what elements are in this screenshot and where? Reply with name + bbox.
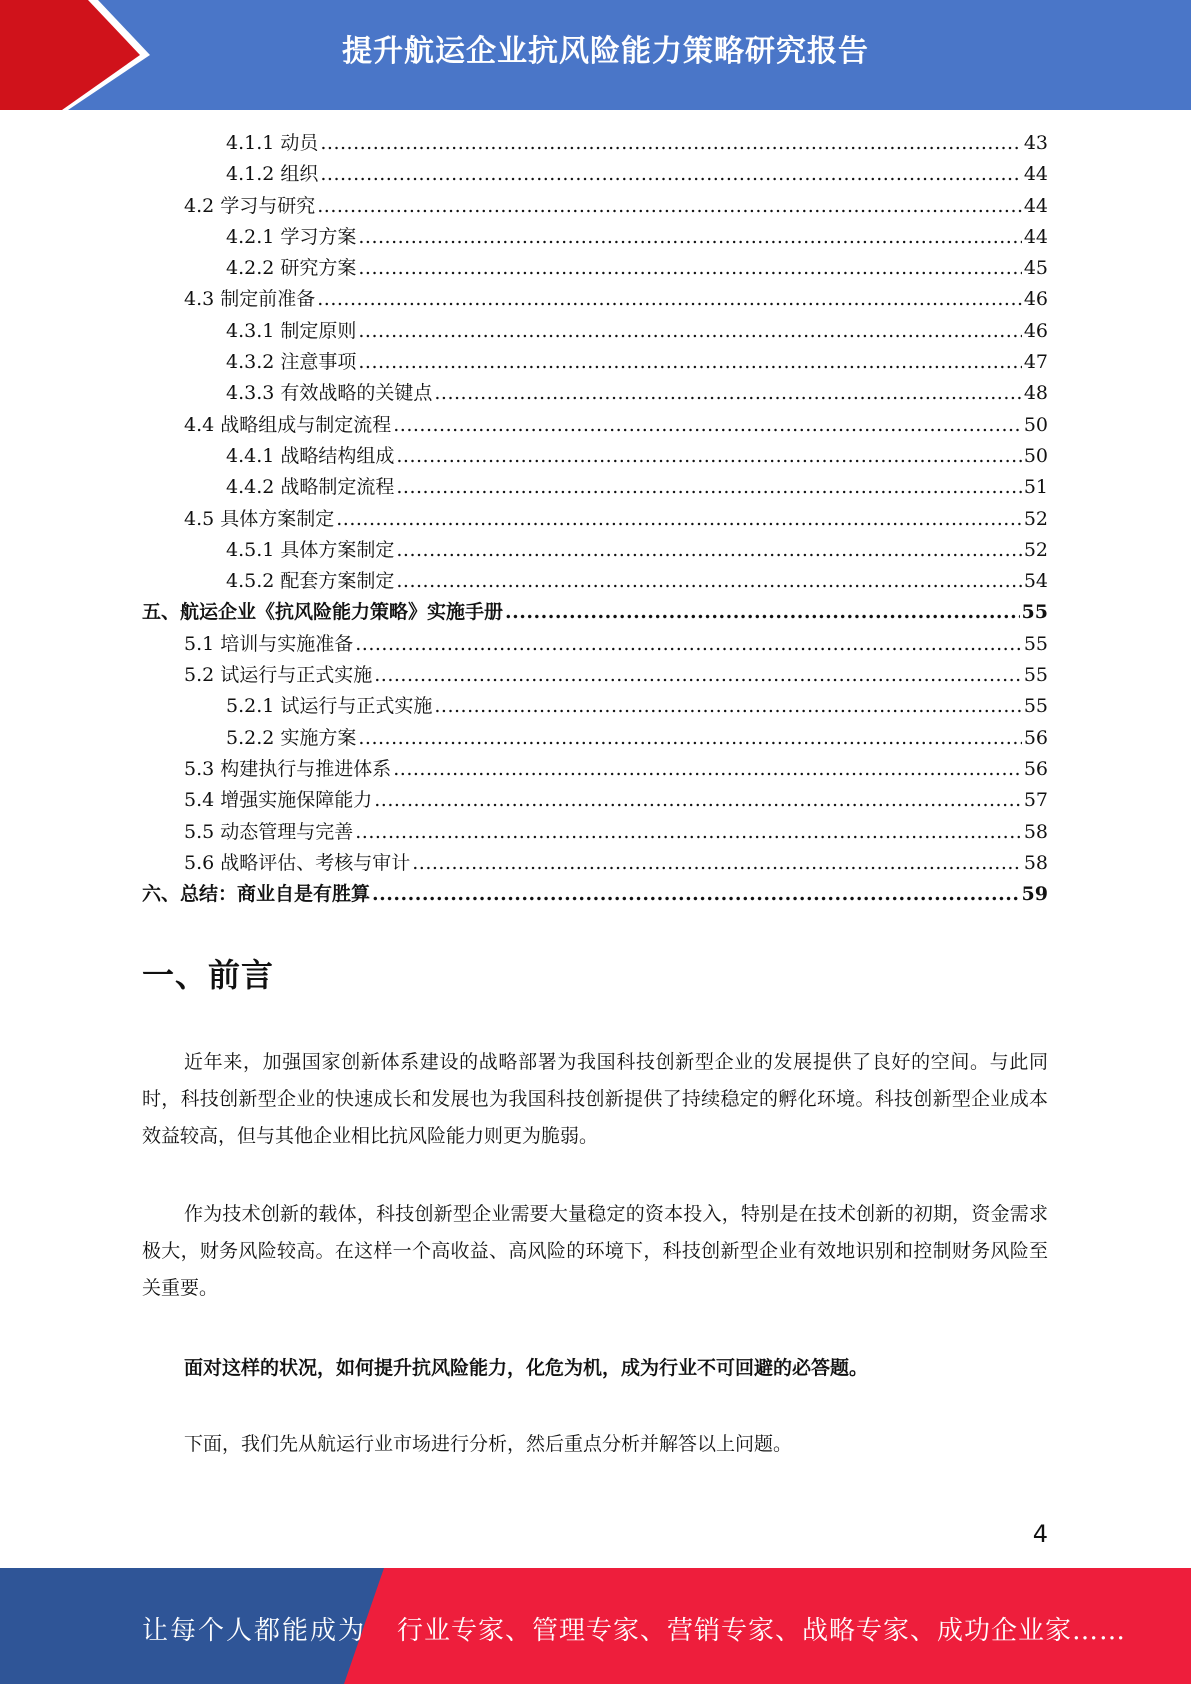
toc-leader-dots	[358, 222, 1021, 253]
toc-entry[interactable]	[142, 191, 1048, 222]
toc-entry[interactable]	[142, 817, 1048, 848]
toc-entry-label: 5.1 培训与实施准备	[184, 632, 354, 655]
section-heading: 一、前言	[142, 956, 275, 994]
toc-leader-dots	[317, 284, 1022, 315]
header-title: 提升航运企业抗风险能力策略研究报告	[342, 34, 869, 69]
toc-entry-page: 57	[1023, 789, 1048, 812]
toc-entry[interactable]	[142, 222, 1048, 253]
toc-entry-label: 4.4.1 战略结构组成	[226, 444, 395, 467]
toc-leader-dots	[412, 848, 1022, 879]
toc-entry-label: 5.2.1 试运行与正式实施	[226, 695, 433, 718]
toc-leader-dots	[336, 504, 1022, 535]
toc-entry[interactable]	[142, 597, 1048, 628]
toc-entry-page: 44	[1023, 163, 1048, 186]
toc-entry-label: 五、航运企业《抗风险能力策略》实施手册	[142, 601, 504, 624]
toc-leader-dots	[434, 691, 1021, 722]
toc-entry-label: 5.4 增强实施保障能力	[184, 789, 373, 812]
paragraph-2: 作为技术创新的载体，科技创新型企业需要大量稳定的资本投入，特别是在技术创新的初期，资金需求极大，财务风险较高。在这样一个高收益、高风险的环境下，科技创新型企业有效地识别和控制财务风险至关重要。	[142, 1203, 1048, 1299]
toc-entry-page: 50	[1023, 444, 1048, 467]
toc-entry-label: 六、总结：商业自是有胜算	[142, 883, 371, 906]
toc-entry[interactable]	[142, 284, 1048, 315]
toc-entry[interactable]	[142, 347, 1048, 378]
toc-entry-page: 56	[1023, 757, 1048, 780]
toc-entry-label: 4.2 学习与研究	[184, 194, 316, 217]
toc-leader-dots	[434, 378, 1021, 409]
toc-leader-dots	[505, 597, 1020, 628]
toc-leader-dots	[396, 566, 1021, 597]
toc-entry-label: 5.2.2 实施方案	[226, 726, 357, 749]
toc-entry-label: 4.5.1 具体方案制定	[226, 538, 395, 561]
toc-entry[interactable]	[142, 848, 1048, 879]
toc-entry-label: 4.3.2 注意事项	[226, 351, 357, 374]
toc-leader-dots	[396, 441, 1021, 472]
toc-leader-dots	[393, 754, 1022, 785]
toc-entry-page: 47	[1023, 351, 1048, 374]
toc-entry-page: 59	[1021, 883, 1048, 906]
toc-entry[interactable]	[142, 629, 1048, 660]
toc-entry-label: 4.2.2 研究方案	[226, 257, 357, 280]
paragraph-3-bold: 面对这样的状况，如何提升抗风险能力，化危为机，成为行业不可回避的必答题。	[184, 1357, 869, 1379]
toc-leader-dots	[374, 785, 1022, 816]
toc-leader-dots	[320, 128, 1021, 159]
toc-entry[interactable]	[142, 879, 1048, 910]
toc-entry[interactable]	[142, 159, 1048, 190]
toc-entry[interactable]	[142, 378, 1048, 409]
toc-entry[interactable]	[142, 472, 1048, 503]
toc-entry-page: 44	[1023, 194, 1048, 217]
toc-entry-label: 5.6 战略评估、考核与审计	[184, 851, 411, 874]
toc-leader-dots	[372, 879, 1020, 910]
toc-entry-page: 48	[1023, 382, 1048, 405]
page-footer	[0, 1568, 1191, 1684]
toc-entry-label: 4.5.2 配套方案制定	[226, 570, 395, 593]
toc-entry-page: 58	[1023, 820, 1048, 843]
toc-entry[interactable]	[142, 535, 1048, 566]
toc-entry-label: 4.4 战略组成与制定流程	[184, 413, 392, 436]
toc-leader-dots	[374, 660, 1022, 691]
toc-entry[interactable]	[142, 441, 1048, 472]
page-header	[0, 0, 1191, 110]
toc-entry-page: 51	[1023, 476, 1048, 499]
toc-entry-page: 55	[1023, 632, 1048, 655]
toc-entry[interactable]	[142, 128, 1048, 159]
toc-leader-dots	[358, 253, 1021, 284]
toc-entry[interactable]	[142, 253, 1048, 284]
paragraph-4: 下面，我们先从航运行业市场进行分析，然后重点分析并解答以上问题。	[184, 1433, 793, 1455]
toc-leader-dots	[358, 316, 1021, 347]
toc-entry-page: 52	[1023, 507, 1048, 530]
page-number: 4	[1032, 1520, 1048, 1548]
toc-entry[interactable]	[142, 660, 1048, 691]
toc-entry[interactable]	[142, 504, 1048, 535]
toc-entry-page: 46	[1023, 319, 1048, 342]
toc-leader-dots	[317, 191, 1022, 222]
toc-entry-label: 4.1.2 组织	[226, 163, 319, 186]
toc-leader-dots	[355, 629, 1022, 660]
toc-entry-label: 4.3 制定前准备	[184, 288, 316, 311]
toc-entry-page: 54	[1023, 570, 1048, 593]
toc-entry[interactable]	[142, 566, 1048, 597]
toc-leader-dots	[320, 159, 1021, 190]
toc-entry-label: 4.3.1 制定原则	[226, 319, 357, 342]
toc-entry-label: 5.2 试运行与正式实施	[184, 664, 373, 687]
toc-entry-page: 52	[1023, 538, 1048, 561]
toc-entry[interactable]	[142, 754, 1048, 785]
toc-entry[interactable]	[142, 785, 1048, 816]
paragraph-1: 近年来，加强国家创新体系建设的战略部署为我国科技创新型企业的发展提供了良好的空间。与此同时，科技创新型企业的快速成长和发展也为我国科技创新提供了持续稳定的孵化环境。科技创新型企业成本效益较高，但与其他企业相比抗风险能力则更为脆弱。	[142, 1051, 1048, 1147]
toc-entry-label: 4.5 具体方案制定	[184, 507, 335, 530]
toc-entry[interactable]	[142, 723, 1048, 754]
toc-entry-label: 4.1.1 动员	[226, 132, 319, 154]
toc-leader-dots	[358, 347, 1021, 378]
table-of-contents	[142, 128, 1048, 910]
toc-leader-dots	[396, 535, 1021, 566]
toc-entry-page: 56	[1023, 726, 1048, 749]
toc-entry-label: 5.3 构建执行与推进体系	[184, 757, 392, 780]
toc-entry-page: 58	[1023, 851, 1048, 874]
toc-leader-dots	[358, 723, 1021, 754]
toc-entry-label: 5.5 动态管理与完善	[184, 820, 354, 843]
toc-entry-label: 4.2.1 学习方案	[226, 225, 357, 248]
toc-entry-label: 4.4.2 战略制定流程	[226, 476, 395, 499]
toc-entry[interactable]	[142, 691, 1048, 722]
footer-slogan-right: 行业专家、管理专家、营销专家、战略专家、成功企业家……	[397, 1616, 1127, 1646]
footer-slogan-left: 让每个人都能成为	[142, 1616, 367, 1646]
toc-entry[interactable]	[142, 316, 1048, 347]
toc-entry-page: 55	[1023, 695, 1048, 718]
toc-entry[interactable]	[142, 410, 1048, 441]
toc-entry-label: 4.3.3 有效战略的关键点	[226, 382, 433, 405]
toc-entry-page: 50	[1023, 413, 1048, 436]
toc-entry-page: 44	[1023, 225, 1048, 248]
toc-entry-page: 55	[1021, 601, 1048, 624]
toc-leader-dots	[355, 817, 1022, 848]
toc-leader-dots	[393, 410, 1022, 441]
toc-entry-page: 46	[1023, 288, 1048, 311]
toc-entry-page: 43	[1023, 132, 1048, 154]
toc-entry-page: 45	[1023, 257, 1048, 280]
toc-entry-page: 55	[1023, 664, 1048, 687]
toc-leader-dots	[396, 472, 1021, 503]
